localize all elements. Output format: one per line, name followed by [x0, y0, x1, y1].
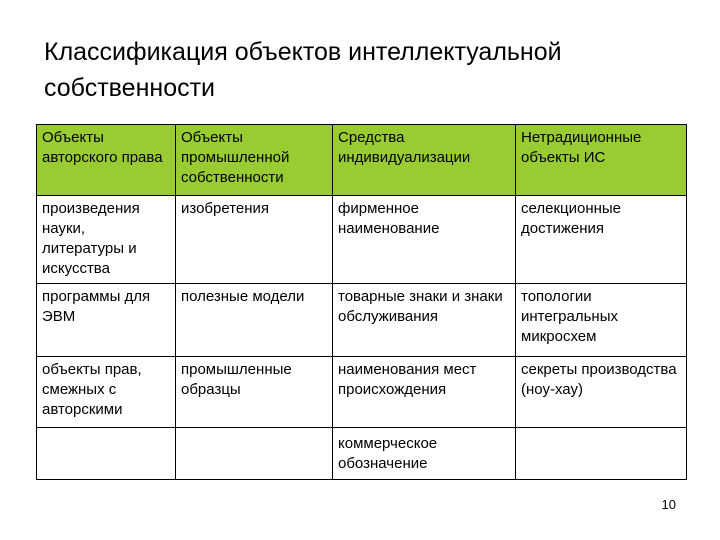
table-header-row	[37, 125, 687, 196]
table-cell: изобретения	[176, 196, 333, 284]
table-row	[37, 196, 687, 284]
table-cell	[37, 428, 176, 480]
table-cell	[516, 428, 687, 480]
ip-classification-table	[36, 124, 687, 480]
table-cell: секреты производства (ноу-хау)	[516, 357, 687, 428]
table-row	[37, 357, 687, 428]
page-number: 10	[661, 497, 676, 512]
table-cell: полезные модели	[176, 284, 333, 357]
table-cell: программы для ЭВМ	[37, 284, 176, 357]
table-cell: топологии интегральных микросхем	[516, 284, 687, 357]
table-cell: наименования мест происхождения	[333, 357, 516, 428]
slide-title: Классификация объектов интеллектуальной собственности	[44, 38, 562, 102]
table-cell: фирменное наименование	[333, 196, 516, 284]
table-cell: объекты прав, смежных с авторскими	[37, 357, 176, 428]
table-cell: промышленные образцы	[176, 357, 333, 428]
table-row	[37, 428, 687, 480]
header-nontraditional-objects: Нетрадиционные объекты ИС	[516, 125, 687, 196]
table-cell: селекционные достижения	[516, 196, 687, 284]
header-industrial-property: Объекты промышленной собственности	[176, 125, 333, 196]
table-cell: произведения науки, литературы и искусства	[37, 196, 176, 284]
table-cell: коммерческое обозначение	[333, 428, 516, 480]
table-cell: товарные знаки и знаки обслуживания	[333, 284, 516, 357]
table-row	[37, 284, 687, 357]
header-means-of-individualization: Средства индивидуализации	[333, 125, 516, 196]
table-cell	[176, 428, 333, 480]
header-copyright-objects: Объекты авторского права	[37, 125, 176, 196]
